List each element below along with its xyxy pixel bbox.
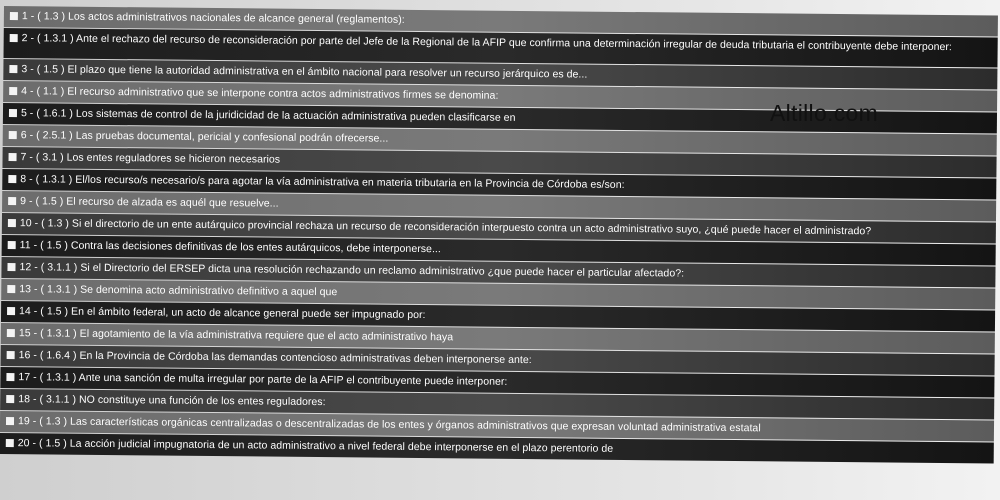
checkbox-icon[interactable] [7,351,15,359]
question-rows [0,6,998,465]
checkbox-icon[interactable] [7,307,15,315]
checkbox-icon[interactable] [10,34,18,42]
question-text: 19 - ( 1.3 ) Las características orgánicas centralizadas o descentralizadas de los entes y órganos administrativos que expresan voluntad administrativa estatal [17,415,761,435]
checkbox-icon[interactable] [10,12,18,20]
question-text: 6 - ( 2.5.1 ) Las pruebas documental, pericial y confesional podrán ofrecerse... [20,129,389,145]
checkbox-icon[interactable] [8,219,16,227]
checkbox-icon[interactable] [9,87,17,95]
checkbox-icon[interactable] [6,373,14,381]
question-text: 16 - ( 1.6.4 ) En la Provincia de Córdoba las demandas contencioso administrativas deben interponerse ante: [18,349,532,367]
checkbox-icon[interactable] [9,131,17,139]
question-text: 2 - ( 1.3.1 ) Ante el rechazo del recurso de reconsideración por parte del Jefe de la Regional de la AFIP que confirma una determinación irregular de deuda tributaria el contribuyente debe interponer: [21,32,952,54]
checkbox-icon[interactable] [8,197,16,205]
watermark-text: Altillo.com [770,100,879,126]
question-text: 8 - ( 1.3.1 ) El/los recurso/s necesario/s para agotar la vía administrativa en materia tributaria en la Provincia de Córdoba es/son: [20,173,625,191]
checkbox-icon[interactable] [9,65,17,73]
checkbox-icon[interactable] [7,285,15,293]
checkbox-icon[interactable] [6,395,14,403]
question-text: 14 - ( 1.5 ) En el ámbito federal, un acto de alcance general puede ser impugnado por: [19,305,426,322]
checkbox-icon[interactable] [6,439,14,447]
question-text: 13 - ( 1.3.1 ) Se denomina acto administrativo definitivo a aquel que [19,283,338,299]
question-text: 7 - ( 3.1 ) Los entes reguladores se hicieron necesarios [20,151,281,166]
question-text: 10 - ( 1.3 ) Si el directorio de un ente autárquico provincial rechaza un recurso de reconsideración interpuesto contra un acto administrativo suyo, ¿qué puede hacer el administrado? [19,217,872,238]
question-text: 15 - ( 1.3.1 ) El agotamiento de la vía administrativa requiere que el acto administrativo haya [18,327,454,344]
question-text: 12 - ( 3.1.1 ) Si el Directorio del ERSEP dicta una resolución rechazando un reclamo administrativo ¿que puede hacer el particular afectado?: [19,261,685,280]
checkbox-icon[interactable] [8,175,16,183]
question-text: 18 - ( 3.1.1 ) NO constituye una función de los entes reguladores: [18,393,326,409]
question-text: 9 - ( 1.5 ) El recurso de alzada es aquél que resuelve... [20,195,279,210]
checkbox-icon[interactable] [6,417,14,425]
checkbox-icon[interactable] [9,153,17,161]
checkbox-icon[interactable] [8,241,16,249]
question-text: 1 - ( 1.3 ) Los actos administrativos nacionales de alcance general (reglamentos): [21,10,405,26]
checkbox-icon[interactable] [7,329,15,337]
question-text: 4 - ( 1.1 ) El recurso administrativo que se interpone contra actos administrativos firmes se denomina: [21,85,499,102]
question-text: 5 - ( 1.6.1 ) Los sistemas de control de la juridicidad de la actuación administrativa pueden clasificarse en [20,107,516,124]
question-text: 11 - ( 1.5 ) Contra las decisiones definitivas de los entes autárquicos, debe interponerse... [19,239,441,256]
question-text: 17 - ( 1.3.1 ) Ante una sanción de multa irregular por parte de la AFIP el contribuyente puede interponer: [18,371,508,388]
question-text: 3 - ( 1.5 ) El plazo que tiene la autoridad administrativa en el ámbito nacional para resolver un recurso jerárquico es de... [21,63,588,81]
checkbox-icon[interactable] [9,109,17,117]
question-text: 20 - ( 1.5 ) La acción judicial impugnatoria de un acto administrativo a nivel federal debe interponerse en el plazo perentorio de [17,437,614,455]
checkbox-icon[interactable] [7,263,15,271]
